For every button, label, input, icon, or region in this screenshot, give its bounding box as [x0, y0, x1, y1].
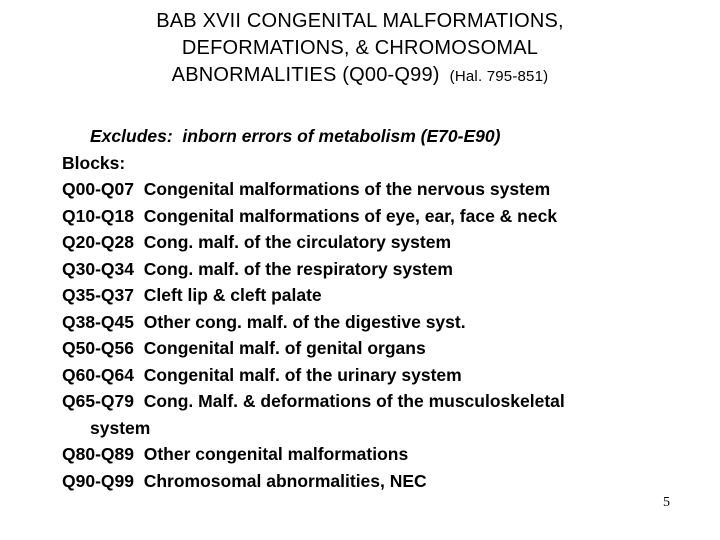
block-description: Congenital malformations of eye, ear, face & neck	[143, 205, 558, 226]
block-row	[62, 282, 702, 309]
block-list	[62, 176, 702, 494]
block-code: Q50-Q56	[62, 338, 134, 358]
excludes-label: Excludes:	[90, 126, 173, 146]
block-description: Cong. malf. of the circulatory system	[143, 232, 452, 252]
block-row	[62, 229, 702, 256]
block-description: Other cong. malf. of the digestive syst.	[143, 311, 466, 332]
block-description: Congenital malf. of the urinary system	[143, 364, 462, 385]
block-code: Q00-Q07	[62, 179, 134, 199]
block-row	[62, 362, 702, 389]
title-line-3	[60, 62, 660, 90]
block-description-continued: system	[90, 417, 151, 438]
slide-content	[62, 123, 702, 494]
block-description: Cleft lip & cleft palate	[143, 285, 322, 305]
slide-title	[60, 8, 660, 90]
block-code: Q80-Q89	[62, 444, 134, 464]
block-code: Q20-Q28	[62, 232, 134, 252]
block-row	[62, 256, 702, 283]
block-row	[62, 388, 702, 441]
block-code: Q10-Q18	[62, 205, 134, 226]
block-description: Congenital malformations of the nervous system	[143, 179, 551, 199]
block-row	[62, 335, 702, 362]
excludes-text: inborn errors of metabolism (E70-E90)	[182, 126, 501, 146]
block-code: Q60-Q64	[62, 364, 134, 385]
title-page-range: (Hal. 795-851)	[449, 68, 549, 85]
excludes-line	[62, 123, 702, 150]
block-code: Q65-Q79	[62, 391, 134, 411]
block-description: Other congenital malformations	[143, 444, 409, 464]
block-row	[62, 468, 702, 495]
title-line-2: DEFORMATIONS, & CHROMOSOMAL	[181, 37, 539, 59]
block-row	[62, 176, 702, 203]
block-code: Q35-Q37	[62, 285, 134, 305]
block-row	[62, 203, 702, 230]
blocks-label: Blocks:	[62, 152, 126, 173]
block-description: Cong. malf. of the respiratory system	[143, 258, 453, 279]
title-line-1: BAB XVII CONGENITAL MALFORMATIONS,	[156, 10, 564, 32]
block-row	[62, 309, 702, 336]
block-row	[62, 441, 702, 468]
block-code: Q38-Q45	[62, 311, 134, 332]
page-number: 5	[663, 495, 670, 510]
block-code: Q90-Q99	[62, 470, 134, 491]
block-code: Q30-Q34	[62, 258, 134, 279]
block-description: Cong. Malf. & deformations of the musculoskeletal	[143, 391, 565, 411]
block-description: Congenital malf. of genital organs	[143, 338, 426, 358]
title-line-3-main: ABNORMALITIES (Q00-Q99)	[171, 64, 440, 86]
block-description: Chromosomal abnormalities, NEC	[143, 470, 427, 491]
